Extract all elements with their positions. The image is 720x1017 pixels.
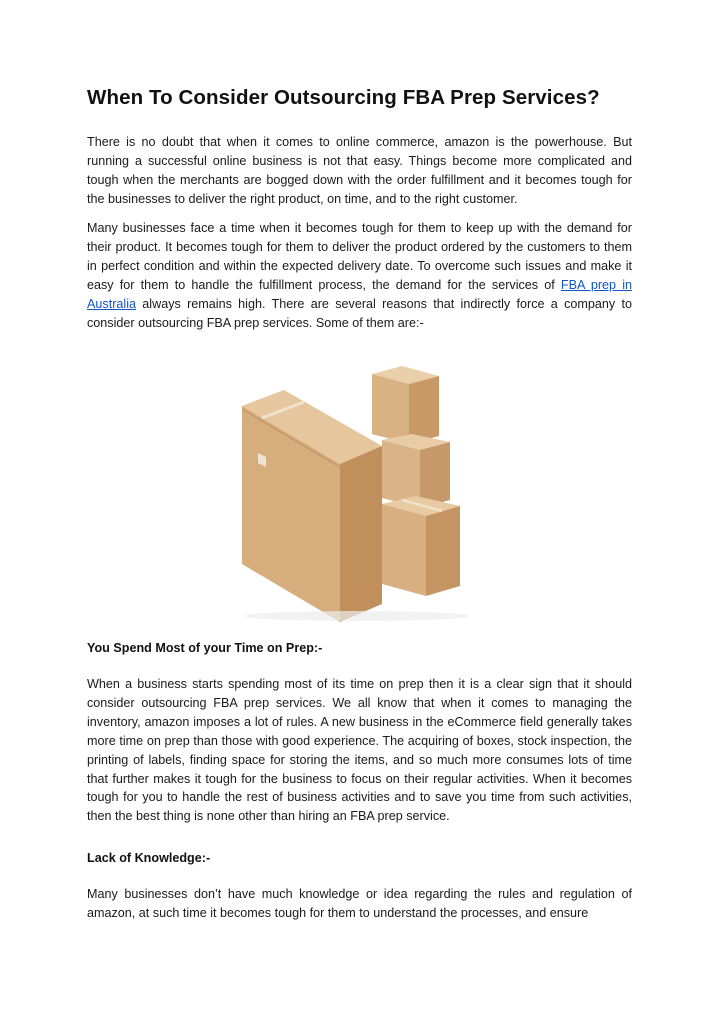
fba-prep-australia-link[interactable]: FBA prep in Australia	[87, 277, 632, 311]
cardboard-boxes-image	[232, 354, 477, 624]
section2-paragraph	[87, 885, 632, 923]
top-box-side	[409, 376, 439, 444]
top-box-front	[372, 374, 409, 444]
section2-text: Many businesses don’t have much knowledge or idea regarding the rules and regulation of amazon, at such time it becomes tough for them to understand the processes, and ensure	[87, 887, 632, 920]
second-text-before-link: Many businesses face a time when it becomes tough for them to keep up with the demand for their product. It becomes tough for them to deliver the product ordered by the customers to them in perfect condition and within the expected delivery date. To overcome such issues and make it easy for them to handle the fulfillment process, the demand for the services of	[87, 221, 632, 292]
bottom-box-side	[426, 506, 460, 596]
page-title: When To Consider Outsourcing FBA Prep Services?	[87, 86, 600, 109]
second-paragraph	[87, 219, 632, 332]
section1-paragraph	[87, 675, 632, 826]
bottom-box-front	[382, 504, 426, 596]
intro-text: There is no doubt that when it comes to online commerce, amazon is the powerhouse. But running a successful online business is not that easy. Things become more complicated and tough when the merchants are bogged down with the order fulfillment and it becomes tough for the businesses to deliver the right product, on time, and to the right customer.	[87, 135, 632, 206]
second-text	[87, 219, 632, 332]
second-text-after-link: always remains high. There are several reasons that indirectly force a company to consider outsourcing FBA prep services. Some of them are:-	[87, 296, 632, 330]
section2-heading: Lack of Knowledge:-	[87, 851, 211, 865]
big-box-side	[340, 446, 382, 622]
section1-heading: You Spend Most of your Time on Prep:-	[87, 641, 323, 655]
intro-paragraph	[87, 133, 632, 209]
section1-text: When a business starts spending most of its time on prep then it is a clear sign that it should consider outsourcing FBA prep services. We all know that when it comes to managing the inventory, amazon imposes a lot of rules. A new business in the eCommerce field generally takes more time on prep than those with good experience. The acquiring of boxes, stock inspection, the printing of labels, finding space for storing the items, and so much more consumes lots of time that further makes it tough for the business to focus on their regular activities. When it becomes tough for you to handle the rest of business activities and to save you time from such activities, then the best thing is none other than hiring an FBA prep service.	[87, 677, 632, 824]
